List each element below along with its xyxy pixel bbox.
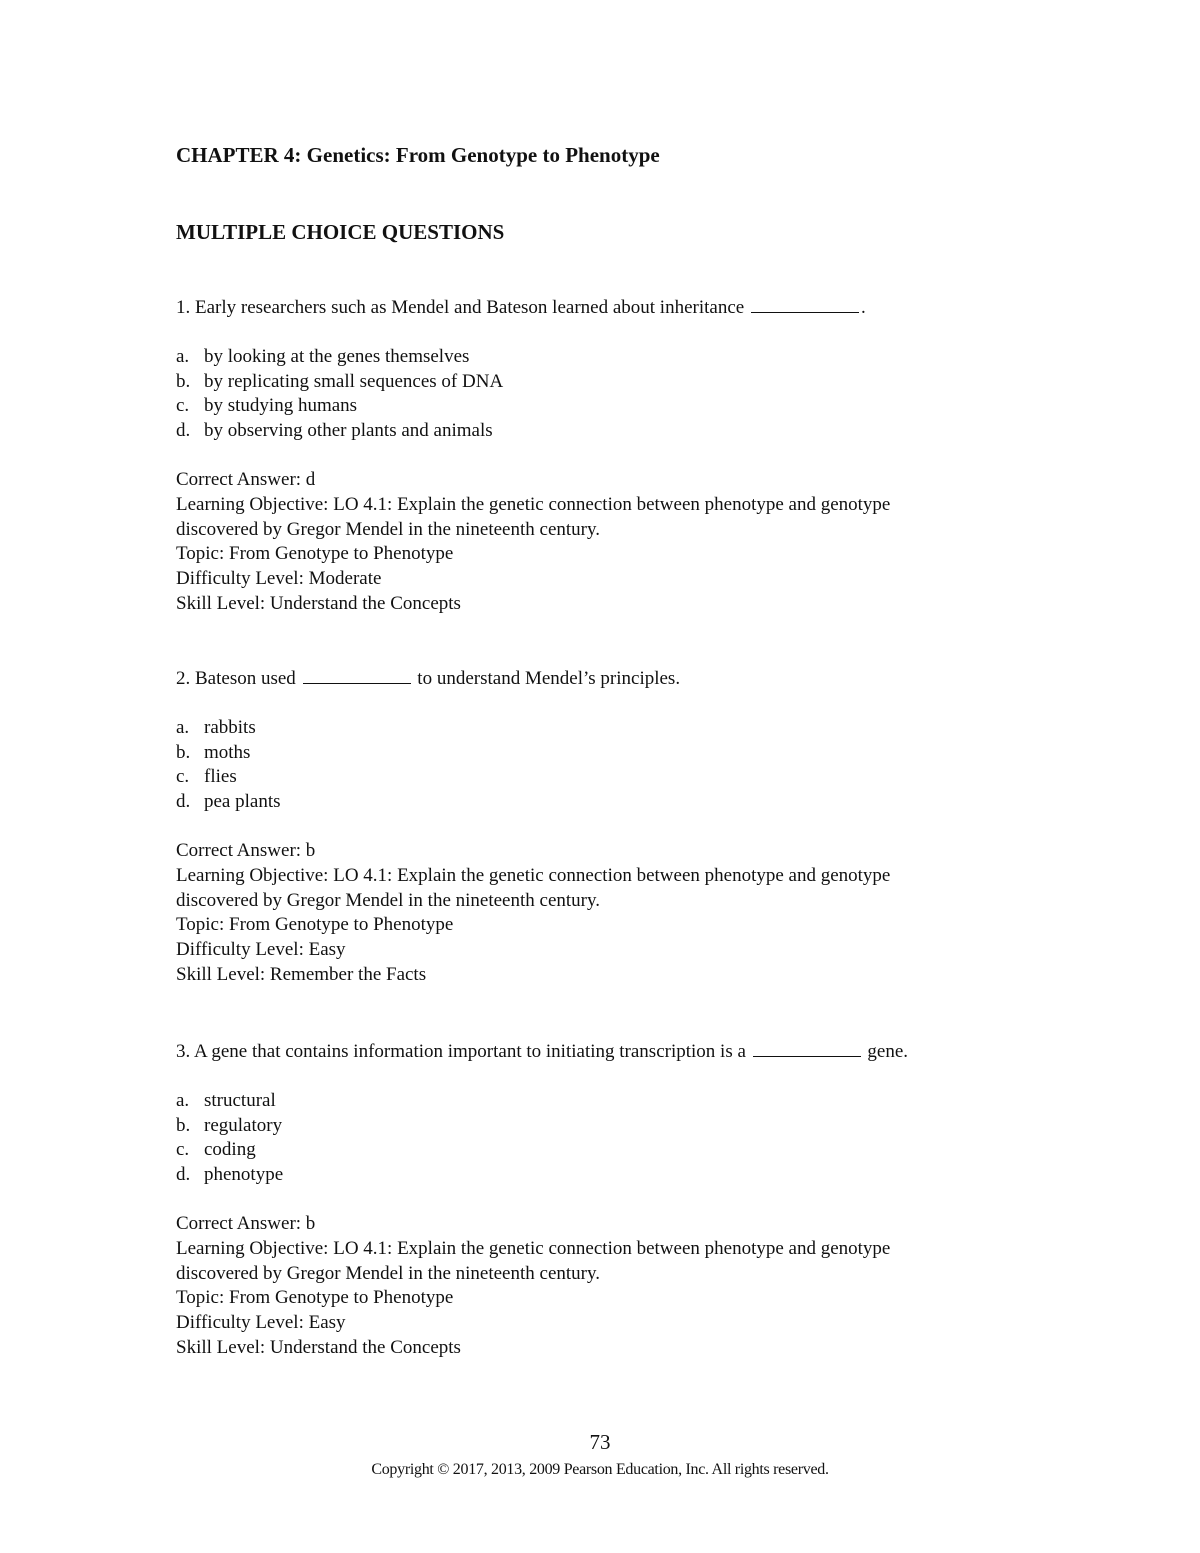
option-letter: a.	[176, 345, 190, 367]
stem-text: 2. Bateson used	[176, 668, 296, 689]
option-text: by observing other plants and animals	[204, 420, 493, 442]
learning-objective-line-1: Learning Objective: LO 4.1: Explain the genetic connection between phenotype and genotype	[176, 864, 891, 886]
correct-answer: Correct Answer: b	[176, 839, 316, 861]
answer-metadata	[176, 839, 1036, 988]
option-text: structural	[204, 1089, 276, 1111]
option-letter: c.	[176, 1139, 190, 1161]
stem-text: 1. Early researchers such as Mendel and Bateson learned about inheritance	[176, 297, 745, 318]
answer-metadata	[176, 468, 1036, 617]
option-letter: b.	[176, 1114, 191, 1136]
option-c	[176, 765, 1036, 790]
options-list	[176, 345, 1036, 444]
page-number: 73	[589, 1430, 611, 1454]
section-heading: MULTIPLE CHOICE QUESTIONS	[176, 220, 505, 244]
learning-objective-line-2: discovered by Gregor Mendel in the nineteenth century.	[176, 889, 601, 911]
correct-answer: Correct Answer: d	[176, 468, 316, 490]
option-a	[176, 716, 1036, 741]
option-text: rabbits	[204, 716, 256, 738]
stem-text: 3. A gene that contains information important to initiating transcription is a	[176, 1041, 746, 1062]
question-2	[176, 667, 1036, 988]
option-letter: c.	[176, 395, 190, 417]
option-b	[176, 741, 1036, 766]
skill-level: Skill Level: Remember the Facts	[176, 963, 427, 985]
option-a	[176, 1089, 1036, 1114]
option-text: phenotype	[204, 1164, 284, 1186]
topic: Topic: From Genotype to Phenotype	[176, 914, 454, 936]
question-3	[176, 1040, 1036, 1361]
stem-text-end: .	[860, 297, 866, 318]
question-stem	[176, 1040, 1036, 1065]
option-letter: d.	[176, 791, 191, 813]
option-letter: b.	[176, 370, 191, 392]
correct-answer: Correct Answer: b	[176, 1212, 316, 1234]
learning-objective-line-1: Learning Objective: LO 4.1: Explain the genetic connection between phenotype and genotype	[176, 1237, 891, 1259]
option-c	[176, 394, 1036, 419]
skill-level: Skill Level: Understand the Concepts	[176, 592, 461, 614]
answer-blank	[753, 1055, 861, 1057]
learning-objective-line-2: discovered by Gregor Mendel in the nineteenth century.	[176, 1262, 601, 1284]
option-text: regulatory	[204, 1114, 283, 1136]
option-c	[176, 1138, 1036, 1163]
skill-level: Skill Level: Understand the Concepts	[176, 1336, 461, 1358]
question-stem	[176, 667, 1036, 692]
option-a	[176, 345, 1036, 370]
option-letter: a.	[176, 1089, 190, 1111]
option-letter: b.	[176, 741, 191, 763]
learning-objective-line-1: Learning Objective: LO 4.1: Explain the genetic connection between phenotype and genotype	[176, 493, 891, 515]
option-letter: a.	[176, 716, 190, 738]
stem-text-end: gene.	[867, 1041, 909, 1062]
difficulty-level: Difficulty Level: Moderate	[176, 568, 382, 590]
option-b	[176, 370, 1036, 395]
answer-blank	[751, 311, 859, 313]
answer-blank	[303, 682, 411, 684]
difficulty-level: Difficulty Level: Easy	[176, 1312, 346, 1334]
option-d	[176, 790, 1036, 815]
chapter-title: CHAPTER 4: Genetics: From Genotype to Phenotype	[176, 143, 660, 167]
options-list	[176, 1089, 1036, 1188]
question-stem	[176, 296, 1036, 321]
option-letter: c.	[176, 766, 190, 788]
option-text: by replicating small sequences of DNA	[204, 370, 504, 392]
question-1	[176, 296, 1036, 617]
copyright-notice: Copyright © 2017, 2013, 2009 Pearson Education, Inc. All rights reserved.	[371, 1461, 829, 1478]
topic: Topic: From Genotype to Phenotype	[176, 543, 454, 565]
stem-text-end: to understand Mendel’s principles.	[417, 668, 681, 689]
option-text: moths	[204, 741, 251, 763]
option-text: pea plants	[204, 791, 281, 813]
option-text: by studying humans	[204, 395, 358, 417]
options-list	[176, 716, 1036, 815]
option-text: coding	[204, 1139, 256, 1161]
topic: Topic: From Genotype to Phenotype	[176, 1287, 454, 1309]
option-d	[176, 1163, 1036, 1188]
option-d	[176, 419, 1036, 444]
option-letter: d.	[176, 420, 191, 442]
option-text: flies	[204, 766, 237, 788]
option-b	[176, 1114, 1036, 1139]
answer-metadata	[176, 1212, 1036, 1361]
option-text: by looking at the genes themselves	[204, 345, 470, 367]
difficulty-level: Difficulty Level: Easy	[176, 939, 346, 961]
learning-objective-line-2: discovered by Gregor Mendel in the nineteenth century.	[176, 518, 601, 540]
option-letter: d.	[176, 1164, 191, 1186]
